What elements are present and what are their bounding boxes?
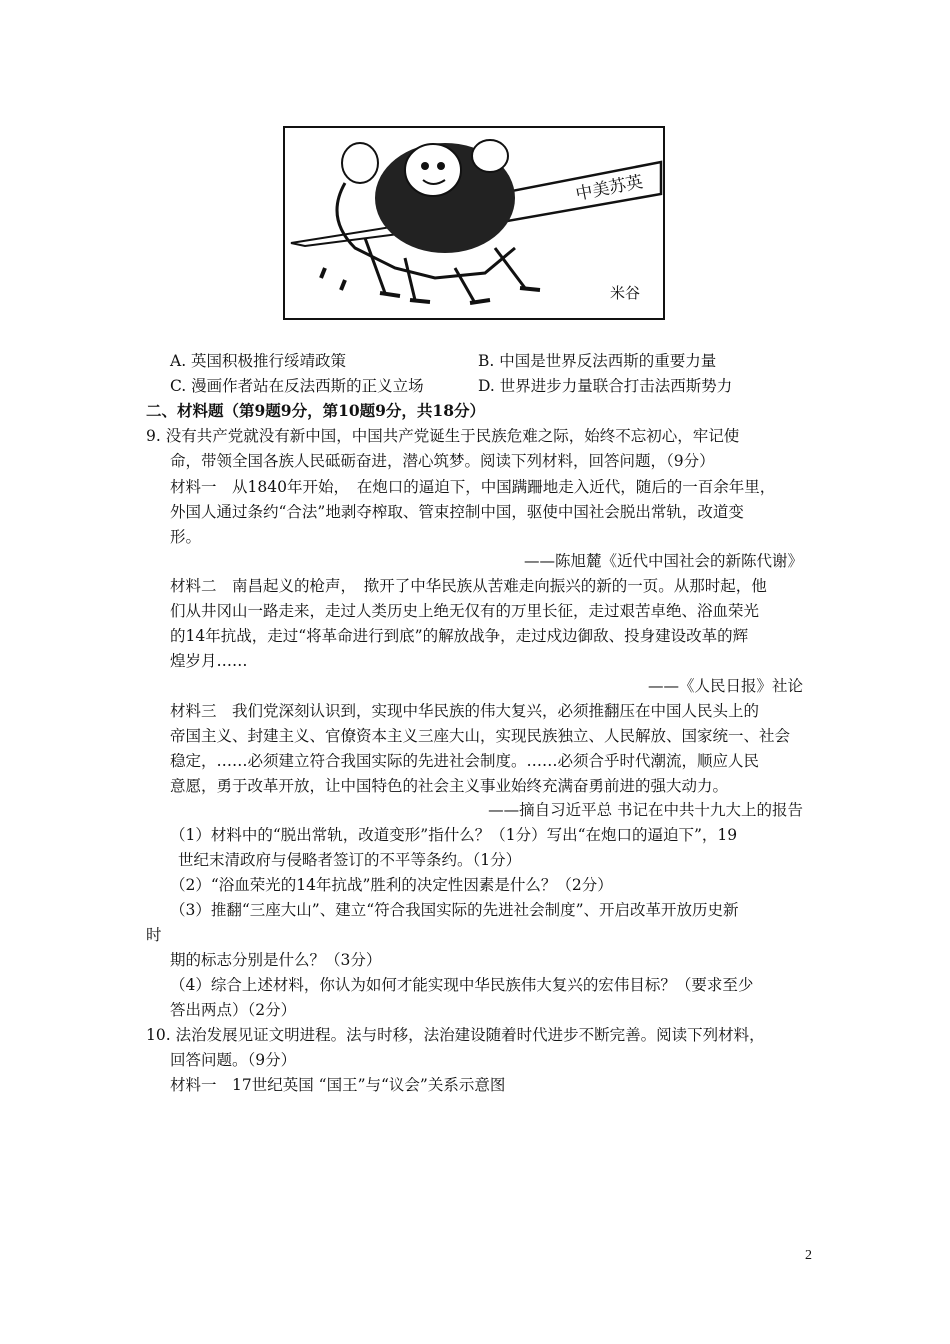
option-a: A. 英国积极推行绥靖政策 [170,352,347,370]
q9-sub-3-line-2: 时 [146,926,162,944]
page-number: 2 [805,1248,812,1263]
section-title: 二、材料题（第9题9分，第10题9分，共18分） [146,401,485,420]
q9-sub-1-line-1: （1）材料中的“脱出常轨，改道变形”指什么？（1分）写出“在炮口的逼迫下”，19 [170,826,738,844]
q9-sub-4-line-1: （4）综合上述材料，你认为如何才能实现中华民族伟大复兴的宏伟目标？（要求至少 [170,976,754,994]
q9-material-2-line-3: 的14年抗战，走过“将革命进行到底”的解放战争，走过戍边御敌、投身建设改革的辉 [170,627,749,645]
q9-sub-3-line-3: 期的标志分别是什么？（3分） [170,951,382,969]
q10-material-1-line-1: 材料一 17世纪英国 “国王”与“议会”关系示意图 [170,1076,506,1094]
q9-material-1-line-3: 形。 [170,528,202,546]
q9-material-1-line-1: 材料一 从1840年开始， 在炮口的逼迫下，中国蹒跚地走入近代，随后的一百余年里， [170,478,776,496]
option-b: B. 中国是世界反法西斯的重要力量 [478,352,717,370]
q9-material-2-line-1: 材料二 南昌起义的枪声， 揿开了中华民族从苦难走向振兴的新的一页。从那时起，他 [170,577,767,595]
cartoon-image [283,126,665,320]
option-c: C. 漫画作者站在反法西斯的正义立场 [170,377,424,395]
q9-material-3-line-1: 材料三 我们党深刻认识到，实现中华民族的伟大复兴，必须推翻压在中国人民头上的 [170,702,760,720]
q9-material-3-line-2: 帝国主义、封建主义、官僚资本主义三座大山，实现民族独立、人民解放、国家统一、社会 [170,727,791,745]
q9-material-1-line-2: 外国人通过条约“合法”地剥夺榨取、管束控制中国，驱使中国社会脱出常轨，改道变 [170,503,744,521]
q10-intro-line-1: 10. 法治发展见证文明进程。法与时移，法治建设随着时代进步不断完善。阅读下列材料， [146,1026,765,1044]
q9-material-3-line-4: 意愿，勇于改革开放，让中国特色的社会主义事业始终充满奋勇前进的强大动力。 [170,777,729,795]
q9-intro-line-2: 命，带领全国各族人民砥砺奋进，潜心筑梦。阅读下列材料，回答问题，（9分） [170,452,715,470]
banner-text: 中美苏英 [574,172,645,205]
q9-intro-line-1: 9. 没有共产党就没有新中国，中国共产党诞生于民族危难之际，始终不忘初心，牢记使 [146,427,740,445]
q10-intro-line-2: 回答问题。（9分） [170,1051,297,1069]
q9-material-1-source: ——陈旭麓《近代中国社会的新陈代谢》 [523,552,803,570]
q9-material-2-line-2: 们从井冈山一路走来，走过人类历史上绝无仅有的万里长征，走过艰苦卓绝、浴血荣光 [170,602,760,620]
q9-sub-1-line-2: 世纪末清政府与侵略者签订的不平等条约。（1分） [178,851,522,869]
option-d: D. 世界进步力量联合打击法西斯势力 [478,377,733,395]
q9-sub-2: （2）“浴血荣光的14年抗战”胜利的决定性因素是什么？（2分） [170,876,613,894]
cartoon-signature: 米谷 [610,284,641,302]
q9-material-3-line-3: 稳定，……必须建立符合我国实际的先进社会制度。……必须合乎时代潮流，顺应人民 [170,752,760,770]
q9-sub-3-line-1: （3）推翻“三座大山”、建立“符合我国实际的先进社会制度”、开启改革开放历史新 [170,901,739,919]
q9-material-3-source: ——摘自习近平总 书记在中共十九大上的报告 [488,801,803,819]
q9-material-2-line-4: 煌岁月…… [170,652,248,670]
q9-material-2-source: ——《人民日报》社论 [647,677,803,695]
q9-sub-4-line-2: 答出两点）（2分） [170,1001,297,1019]
